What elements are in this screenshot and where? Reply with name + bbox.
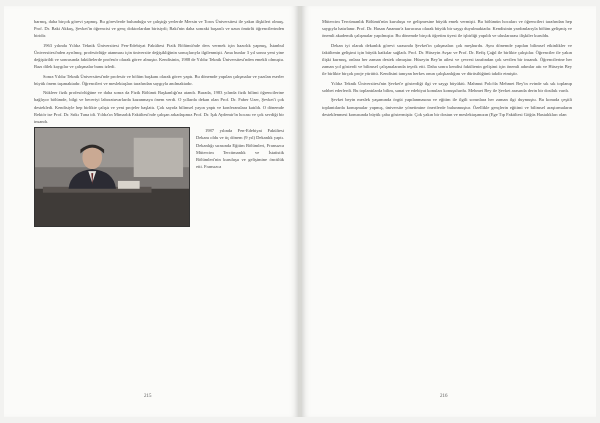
paragraph: 1987 yılında Fen-Edebiyat Fakültesi Dekanı oldu ve üç dönem (9 yıl) Dekanlık yaptı. Dekanlığı sırasında Eğitim Bölümleri, Fransızca Mütercim Tercümanlık ve İstatistik Bölümleri'nin kuruluşu ve gelişimine öncülük etti. Fransızca: [196, 128, 284, 169]
right-text-column: [322, 18, 572, 120]
paragraph: Sonra Yıldız Teknik Üniversitesi'nde profesör ve bölüm başkanı olarak görev yaptı. Bu dönemde yapılan çalışmalar ve yazılan eserler büyük önem taşımaktadır. Öğrencileri ve meslektaşları tarafından saygıyla anılmaktadır.: [34, 73, 284, 86]
right-page: [302, 6, 596, 417]
page-number: 216: [440, 394, 448, 399]
paragraph: Dekan iyi olarak dekanlık görevi sırasında Şevket'in çalışmaları çok meşhurdu. Aynı dönemde yapılan bilimsel etkinlikler ve fakültenin gelişimi için büyük katkılar sağladı. Prof. Dr. Hüseyin Avşar ve Prof. Dr. Refiş Çağıl ile birlikte çalıştılar. Öğrenciler ile yakın ilişki kurmuş, onlara her zaman destek olmuştur. Hüseyin Bey'in ailesi ve çevresi tarafından çok sevilen bir insandı. Öğrencilerine her zaman yol gösterdi ve bilimsel çalışmalarında teşvik etti. Daha sonra kendisi fakültenin gelişimi için önemli adımlar attı ve Hüseyin Bey ile birlikte birçok proje yürüttü. Kendisini tanıyan herkes onun çalışkanlığını ve dürüstlüğünü takdir etmiştir.: [322, 42, 572, 77]
paragraph: barmış, daha birçok görevi yapmış. Bu görevlerde bulunduğu ve çalıştığı yerlerde Mersin ve Toros Üniversitesi ile yakın ilişkileri olmuş. Prof. Dr. Baki Akkuş, Şevket'in öğrencisi ve genç doktorlardan birisiydi; Baki'nin daha sonraki başarılı ve uzun ömürlü öğrencilerinden biridir.: [34, 19, 284, 39]
left-text-column: [34, 18, 284, 230]
paragraph: Mütercim Tercümanlık Bölümü'nün kuruluşu ve gelişmesine büyük emek vermişti. Bu bölümün hocaları ve öğrencileri tarafından hep saygıyla hatırlanır. Prof. Dr. Hasan Anamur'a kurucusu olarak büyük bir saygı duyulmaktadır. Kendisinin yardımlarıyla bölüm gelişmiş ve önemli akademik çalışmalar yapılmıştır. Bu dönemde birçok öğretim üyesi ile işbirliği yapıldı ve uluslararası ilişkiler kuruldu.: [322, 19, 572, 39]
left-page: [4, 6, 298, 417]
paragraph: Nükleer fizik profesörlüğüne ve daha sonra da Fizik Bölümü Başkanlığı'na atandı. Burada, 1983 yılında fizik bilimi öğrencilerine bağlıyor bölümde, bilgi ve beceriyi laboratuvarlarda kazanmaya önem verdi. O yıllarda dekan olan Prof. Dr. Faber Uzer, Şevket'i çok destekledi. Kendisiyle hep birlikte çalıştı ve yeni projeler başlattı. Çok sayıda bilimsel yayın yaptı ve konferanslara katıldı. O dönemde Rektör ise Prof. Dr. Sıtkı Tuna idi. Yıldız'ın Mimarlık Fakültesi'nde çalışan arkadaşımız Prof. Dr. Işık Aydemir'in hocası ve çok sevdiği bir insandı.: [34, 90, 284, 124]
photo-side-text: [196, 127, 284, 170]
page-number: 215: [144, 394, 152, 399]
portrait-photo: [34, 127, 190, 227]
paragraph: Şevket beyin meslek yaşamında örgüt yapılanmasına ve eğitim ile ilgili sorunlara her zaman ilgi duymuştu. Bu konuda çeşitli toplantılarda konuşmalar yapmış, üniversite yönetimine önerilerde bulunmuştur. Özellikle gençlerin eğitimi ve bilimsel araştırmaların desteklenmesi konusunda büyük çaba göstermiştir. Çok yakın bir dostun ve meslektaşımızın (Ege Tıp Fakültesi Göğüs Hastalıkları olan: [322, 97, 572, 117]
photo-block: [34, 127, 284, 227]
paragraph: Yıldız Teknik Üniversitesi'nin Şevket'e gösterdiği ilgi ve saygı büyüktü. Mahmut Polo'da Mehmet Bey'in evinde sık sık toplanıp sohbet ederlerdi. Bu toplantılarda bilim, sanat ve edebiyat konuları konuşulurdu. Mehmet Bey ile Şevket arasında derin bir dostluk vardı.: [322, 80, 572, 93]
paragraph: 1963 yılında Yıldız Teknik Üniversitesi Fen-Edebiyat Fakültesi Fizik Bölümü'nde ders vermek için hazırlık yapmış, İstanbul Üniversitesi'nden ayrılmış; profesörlüğe atanması için üniversite değişikliğinin sonuçlarıyla ilgilenmişti. Ama bunlar 3 yıl sonra yeni yine değiştirildi ve sonrasında fakültelerde profesör olarak görev almıştır. Kendisinin, 1988 de Yıldız Teknik Üniversitesi'nden emekli olmuştu. Bazı dilek kaygılar ve çalışmalar bunu izledi.: [34, 42, 284, 70]
